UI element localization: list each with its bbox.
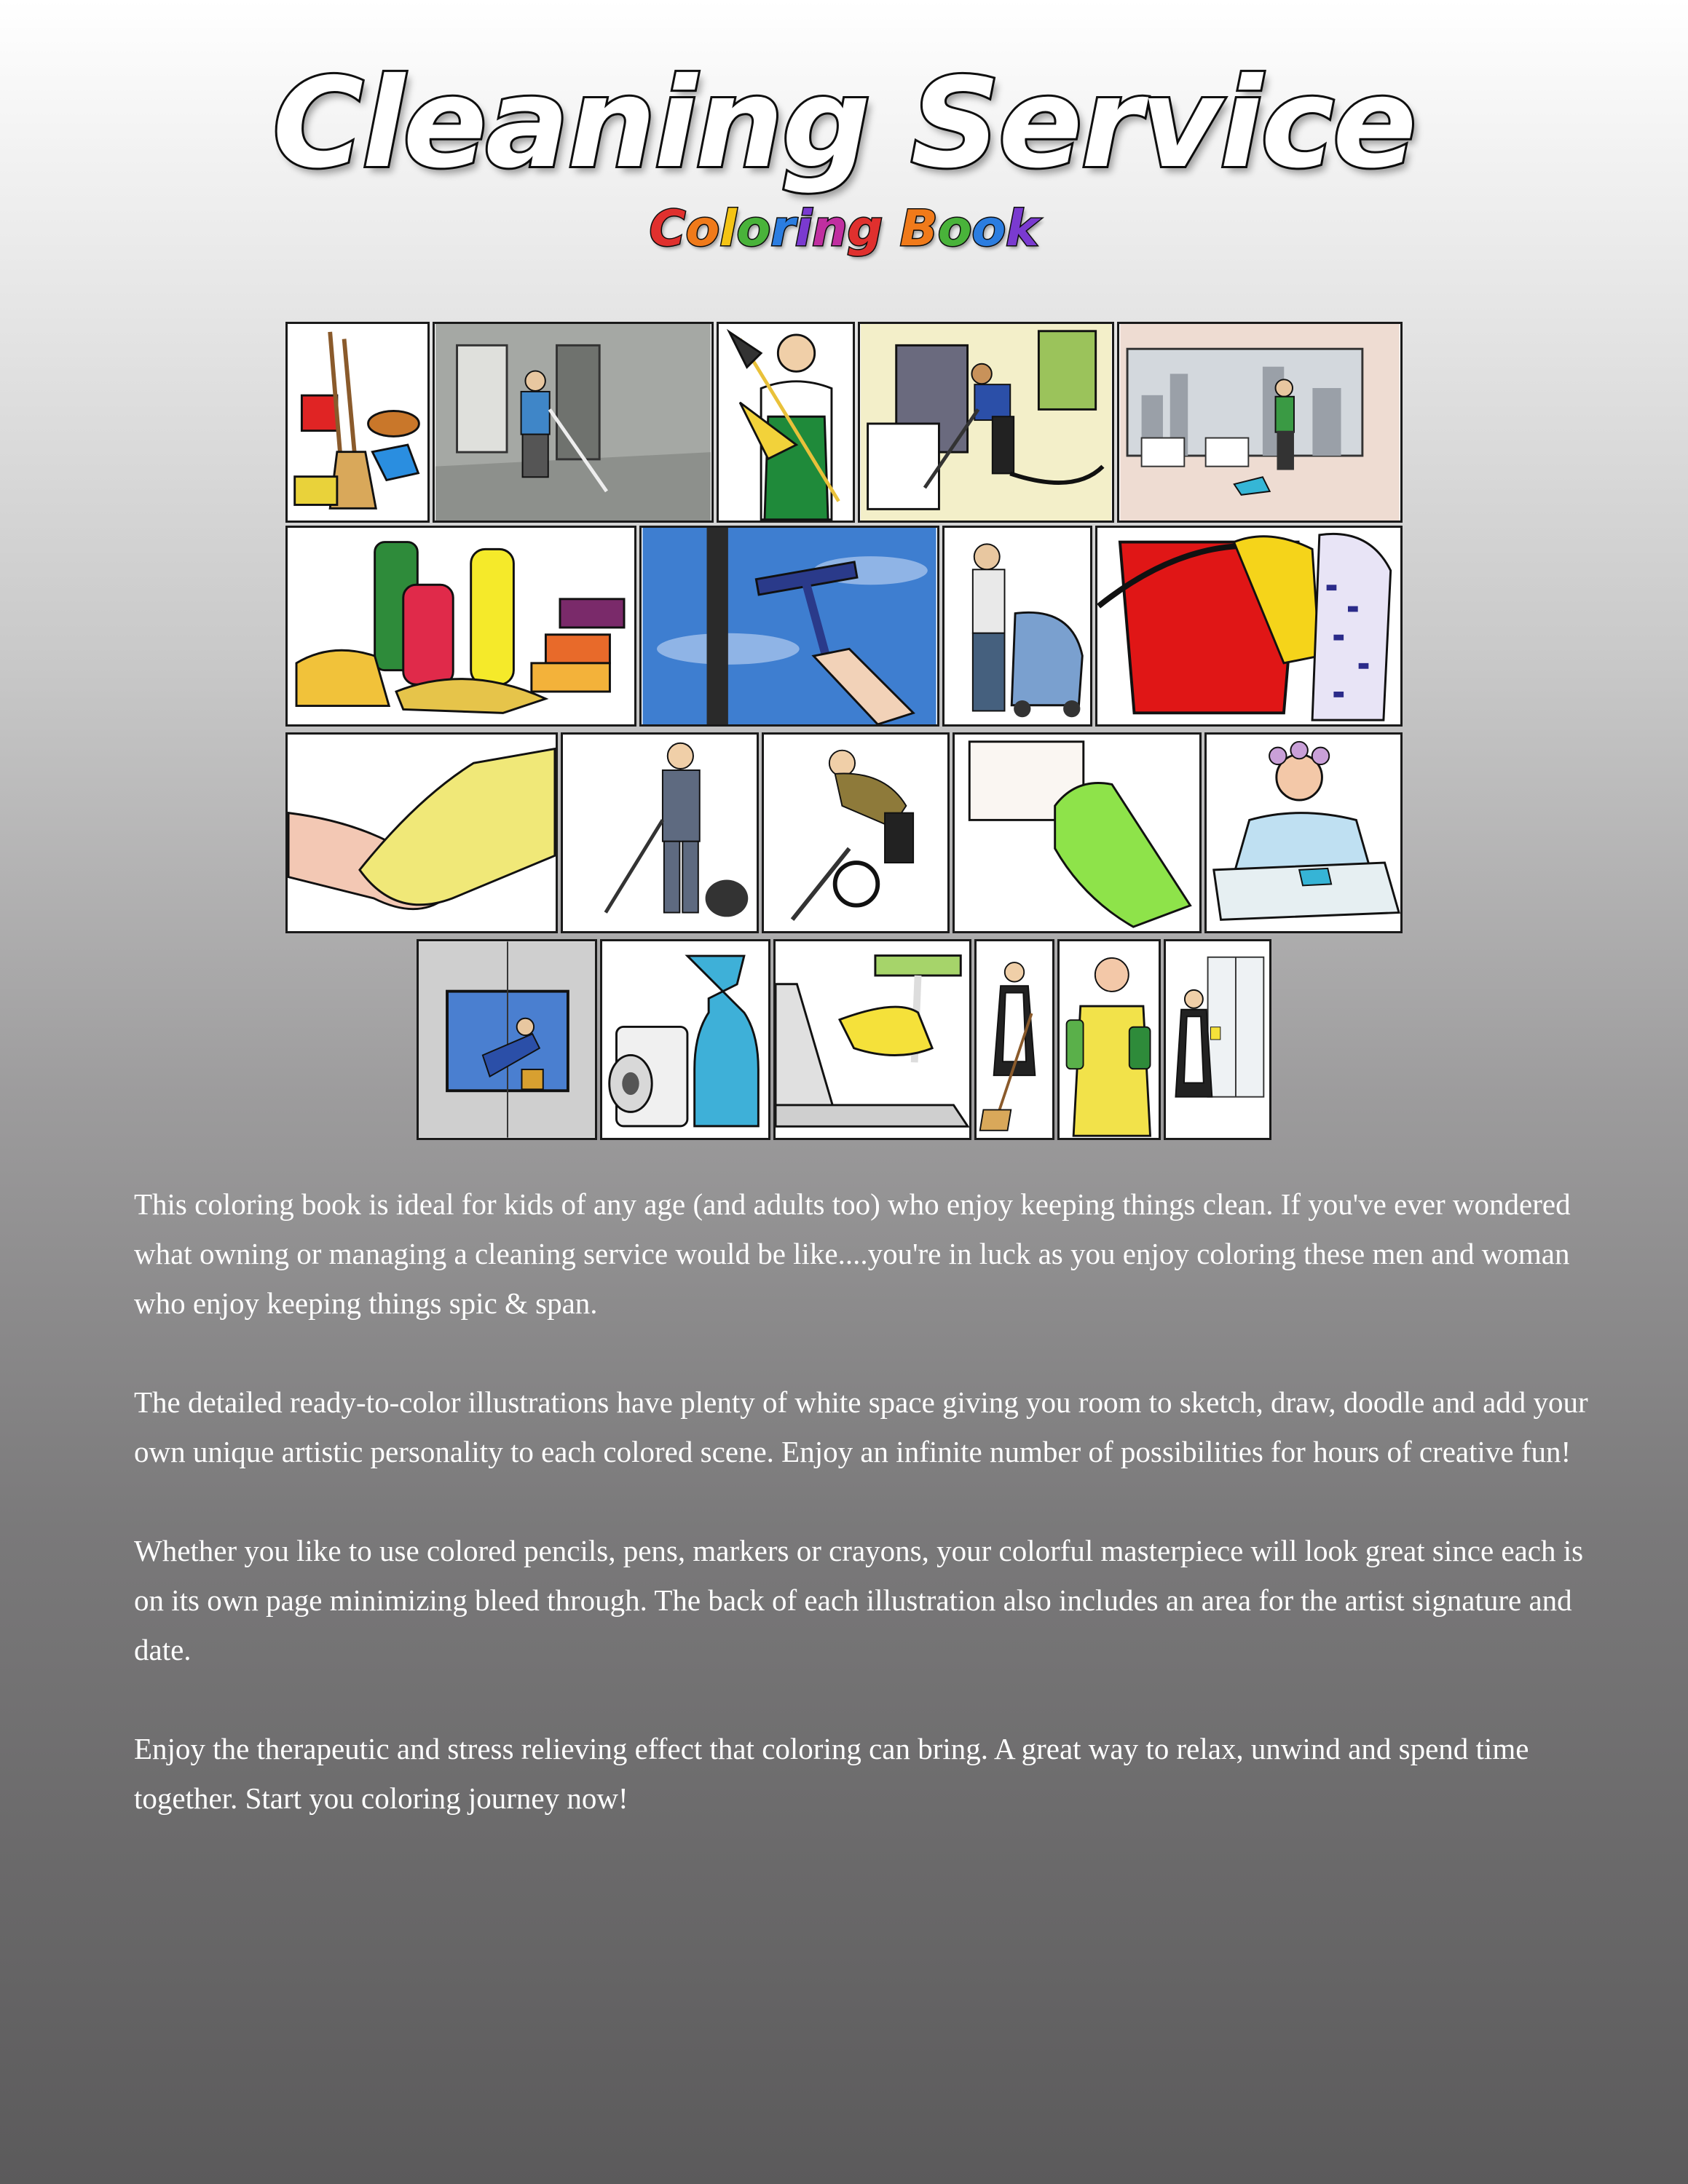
illustration-businessman-vacuum (561, 732, 759, 933)
illustration-woman-vacuuming (762, 732, 950, 933)
illustration-mopping-floor (433, 322, 714, 523)
illustration-green-glove-card (953, 732, 1202, 933)
illustration-window-squeegee (639, 526, 939, 727)
description-paragraph: The detailed ready-to-color illustrations have plenty of white space giving you room to sketch, draw, doodle and add your own unique artistic personality to each colored scene. Enjoy an infinite number of possibilities for hours of creative fun! (134, 1385, 1588, 1468)
illustration-cleaning-supplies (285, 322, 430, 523)
illustration-vacuuming-carpet (858, 322, 1114, 523)
illustration-man-with-broom (717, 322, 855, 523)
illustration-detergent-bottles (285, 526, 636, 727)
title-block (0, 51, 1688, 262)
illustration-laptop-squeegee (773, 939, 971, 1140)
illustration-floor-scrubber (942, 526, 1092, 727)
illustration-spray-bottle-towel (600, 939, 770, 1140)
illustration-window-washer (417, 939, 597, 1140)
illustration-maid-window (1164, 939, 1271, 1140)
description-paragraph: Enjoy the therapeutic and stress relieving effect that coloring can bring. A great way to relax, unwind and spend time together. Start you coloring journey now! (134, 1732, 1529, 1815)
illustration-woman-wiping-table (1204, 732, 1403, 933)
illustration-maid-broom (974, 939, 1054, 1140)
description (134, 1179, 1590, 1872)
illustration-red-bucket-gloves (1095, 526, 1403, 727)
description-paragraph: This coloring book is ideal for kids of any age (and adults too) who enjoy keeping things clean. If you've ever wondered what owning or managing a cleaning service would be like....you're in luck as you enjoy coloring these men and woman who enjoy keeping things spic & span. (134, 1187, 1571, 1320)
illustration-gloved-handshake (285, 732, 558, 933)
book-subtitle: Coloring Book (649, 200, 1039, 258)
book-title: Cleaning Service (272, 52, 1416, 196)
description-paragraph: Whether you like to use colored pencils, pens, markers or crayons, your colorful masterpiece will look great since each is on its own page minimizing bleed through. The back of each illustration also includes an area for the artist signature and date. (134, 1534, 1584, 1666)
illustration-mopping-office (1117, 322, 1403, 523)
illustration-woman-apron-spray (1057, 939, 1161, 1140)
